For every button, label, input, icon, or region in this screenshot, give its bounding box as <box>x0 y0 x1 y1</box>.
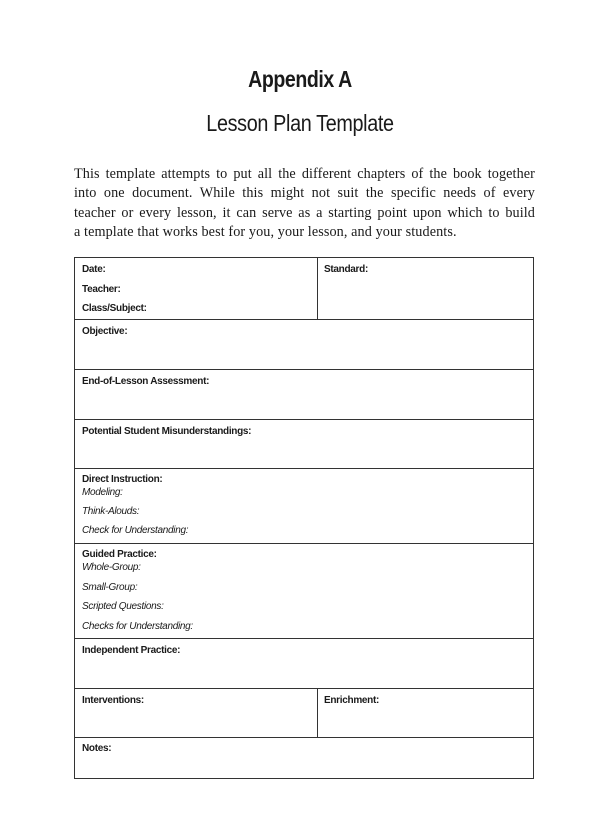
guided-practice-label: Guided Practice: <box>82 549 157 560</box>
assessment-label: End-of-Lesson Assessment: <box>82 376 210 387</box>
lesson-plan-form <box>74 257 534 779</box>
interventions-row <box>75 689 533 738</box>
intro-line: teacher or every lesson, it can serve as a starting point upon which to build <box>74 204 535 221</box>
scripted-questions-label: Scripted Questions: <box>82 601 164 612</box>
template-subtitle: Lesson Plan Template <box>206 110 394 136</box>
misunderstandings-row <box>75 420 533 469</box>
think-alouds-label: Think-Alouds: <box>82 506 140 517</box>
objective-label: Objective: <box>82 326 128 337</box>
notes-label: Notes: <box>82 743 112 754</box>
whole-group-label: Whole-Group: <box>82 562 141 573</box>
intro-paragraph <box>74 165 535 243</box>
standard-label: Standard: <box>324 264 368 275</box>
assessment-row <box>75 370 533 420</box>
guided-practice-row <box>75 544 533 639</box>
column-divider <box>317 258 318 319</box>
header-row <box>75 258 533 320</box>
intro-line: This template attempts to put all the different chapters of the book together <box>74 166 535 182</box>
objective-row <box>75 320 533 370</box>
column-divider <box>317 689 318 737</box>
intro-line: into one document. While this might not suit the specific needs of every <box>74 185 535 202</box>
date-label: Date: <box>82 264 106 275</box>
appendix-title: Appendix A <box>248 66 352 92</box>
independent-practice-row <box>75 639 533 689</box>
interventions-label: Interventions: <box>82 695 144 706</box>
small-group-label: Small-Group: <box>82 582 138 593</box>
direct-instruction-row <box>75 469 533 544</box>
checks-understanding-label: Checks for Understanding: <box>82 621 193 632</box>
enrichment-label: Enrichment: <box>324 695 380 706</box>
check-understanding-label: Check for Understanding: <box>82 525 189 536</box>
modeling-label: Modeling: <box>82 487 123 498</box>
intro-line: a template that works best for you, your lesson, and your students. <box>74 224 457 241</box>
class-subject-label: Class/Subject: <box>82 303 147 314</box>
direct-instruction-label: Direct Instruction: <box>82 474 163 485</box>
independent-practice-label: Independent Practice: <box>82 645 181 656</box>
teacher-label: Teacher: <box>82 284 121 295</box>
misunderstandings-label: Potential Student Misunderstandings: <box>82 426 252 437</box>
notes-row <box>75 738 533 778</box>
